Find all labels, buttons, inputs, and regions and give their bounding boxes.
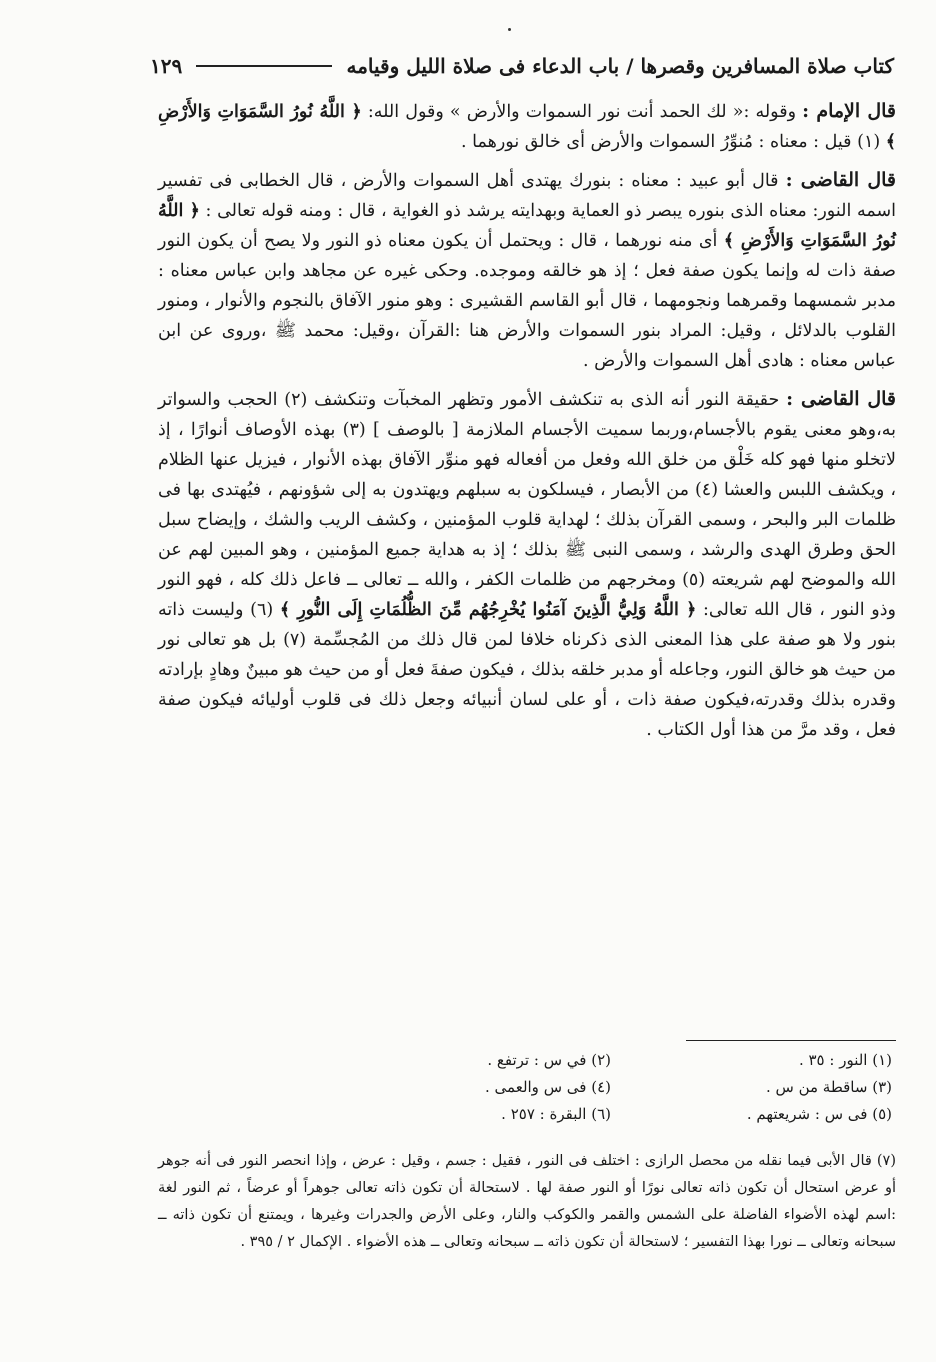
footnote-4: (٤) فى س والعمى .	[485, 1078, 611, 1096]
running-header	[150, 50, 894, 82]
paragraph-rest: (١) قيل : معناه : مُنوِّرُ السموات والأرض أى خالق نورهما .	[461, 132, 886, 152]
paragraph-3	[158, 384, 896, 745]
main-text	[158, 96, 896, 753]
ink-dot	[508, 28, 511, 31]
footnote-6: (٦) البقرة : ٢٥٧ .	[501, 1105, 611, 1123]
paragraph-text: حقيقة النور أنه الذى به تنكشف الأمور وتظهر المخبآت وتنكشف (٢) الحجب والسواتر به،وهو معنى يقوم بالأجسام،وربما سميت الأجسام الملازمة [ بالوصف ] (٣) بهذه الأوصاف أنوارًا ، إذ لاتخلو منها فهو كله خَلْق من خلق الله وفعل من أفعاله فهو منوِّر الآفاق بهذه الأنوار ، فيزيل عنها الظلام ، ويكشف اللبس والعشا (٤) من الأبصار ، فيسلكون به سبلهم ويهتدون به إلى شؤونهم ، فيُهتدى بها فى ظلمات البر والبحر ، وسمى القرآن بذلك ؛ لهداية قلوب المؤمنين ، وكشف الريب والشك ، وإيضاح سبل الحق وطرق الهدى والرشد ، وسمى النبى ﷺ بذلك ؛ إذ به هداية جميع المؤمنين ، وهو المبين لهم عن الله والموضح لهم شريعته (٥) ومخرجهم من ظلمات الكفر ، والله ــ تعالى ــ فاعل ذلك كله ، فهو النور وذو النور ، قال الله تعالى:	[158, 390, 897, 620]
paragraph-lead: قال القاضى :	[786, 388, 897, 410]
footnote-1: (١) النور : ٣٥ .	[798, 1051, 892, 1069]
paragraph-lead: قال الإمام :	[802, 100, 896, 122]
page-number: ١٢٩	[150, 54, 183, 78]
footnotes-short	[330, 1048, 892, 1127]
paragraph-2	[158, 165, 896, 376]
quran-verse: ﴿ اللَّهُ نُورُ السَّمَوَاتِ وَالأَرْضِ ﴾	[158, 102, 896, 152]
footnote-separator	[686, 1040, 896, 1041]
paragraph-rest: (٦) وليست ذاته بنور ولا هو صفة على هذا المعنى الذى ذكرناه خلافا لمن قال ذلك من المُجسِّمة (٧) بل هو تعالى نور من حيث هو خالق النور، وجاعله أو مدبر خلقه بذلك ، فيكون صفةَ فعل أو من حيث هو مبينٌ وهادٍ بإرادته وقدره بذلك وقدرته،فيكون صفة ذات ، أو على لسان أنبيائه وجعل ذلك فى قلوب أوليائه فيكون صفة فعل ، وقد مرَّ من هذا أول الكتاب .	[158, 600, 896, 740]
paragraph-1	[158, 96, 896, 157]
paragraph-rest: أى منه نورهما ، قال : ويحتمل أن يكون معناه ذو النور ولا يصح أن يكون النور صفة ذات له وإنما يكون صفة فعل ؛ إذ هو خالقه وموجده. وحكى غيره عن مجاهد وابن عباس معناه : مدبر شمسهما وقمرهما ونجومهما ، قال أبو القاسم القشيرى : وهو منور الآفاق بالنجوم والأنوار ، ومنور القلوب بالدلائل ، وقيل: المراد بنور السموات والأرض هنا :القرآن ،وقيل: محمد ﷺ ،وروى عن ابن عباس معناه : هادى أهل السموات والأرض .	[158, 231, 896, 371]
footnote-3: (٣) ساقطة من س .	[765, 1078, 892, 1096]
quran-verse: ﴿ اللَّهُ وَلِيُّ الَّذِينَ آمَنُوا يُخْرِجُهُم مِّنَ الظُّلُمَاتِ إِلَى النُّورِ ﴾	[279, 600, 697, 620]
paragraph-lead: قال القاضى :	[785, 169, 896, 191]
footnote-2: (٢) في س : ترتفع .	[487, 1051, 611, 1069]
header-rule	[196, 65, 332, 67]
footnote-5: (٥) فى س : شريعتهم .	[746, 1105, 892, 1123]
header-title: كتاب صلاة المسافرين وقصرها / باب الدعاء فى صلاة الليل وقيامه	[346, 54, 894, 78]
paragraph-text: وقوله :« لك الحمد أنت نور السموات والأرض » وقول الله:	[361, 102, 803, 122]
footnote-7: (٧) قال الأبى فيما نقله من محصل الرازى : اختلف فى النور ، فقيل : جسم ، وقيل : عرض ، وإذا انحصر النور فى أنه جوهر أو عرض استحال أن تكون ذاته تعالى نورًا أو النور صفة لها . لاستحالة أن تكون ذاته تعالى جوهراً أو عرضاً ، ثم النور لغة :اسم لهذه الأضواء الفاضلة على الشمس والقمر والكوكب والنار، وعلى الأرض والجدرات وغيرها ، ويمتنع أن تكون ذاته ــ سبحانه وتعالى ــ نورا بهذا التفسير ؛ لاستحالة أن تكون ذاته ــ سبحانه وتعالى ــ هذه الأضواء . الإكمال ٢ / ٣٩٥ .	[158, 1153, 896, 1250]
quran-verse: ﴿ اللَّهُ نُورُ السَّمَوَاتِ وَالأَرْضِ ﴾	[158, 201, 896, 251]
paragraph-text: قال أبو عبيد : معناه : بنورك يهتدى أهل السموات والأرض ، قال الخطابى فى تفسير اسمه النور: معناه الذى بنوره يبصر ذو العماية وبهدايته يرشد ذو الغواية ، قال : ومنه قوله تعالى :	[158, 171, 897, 221]
